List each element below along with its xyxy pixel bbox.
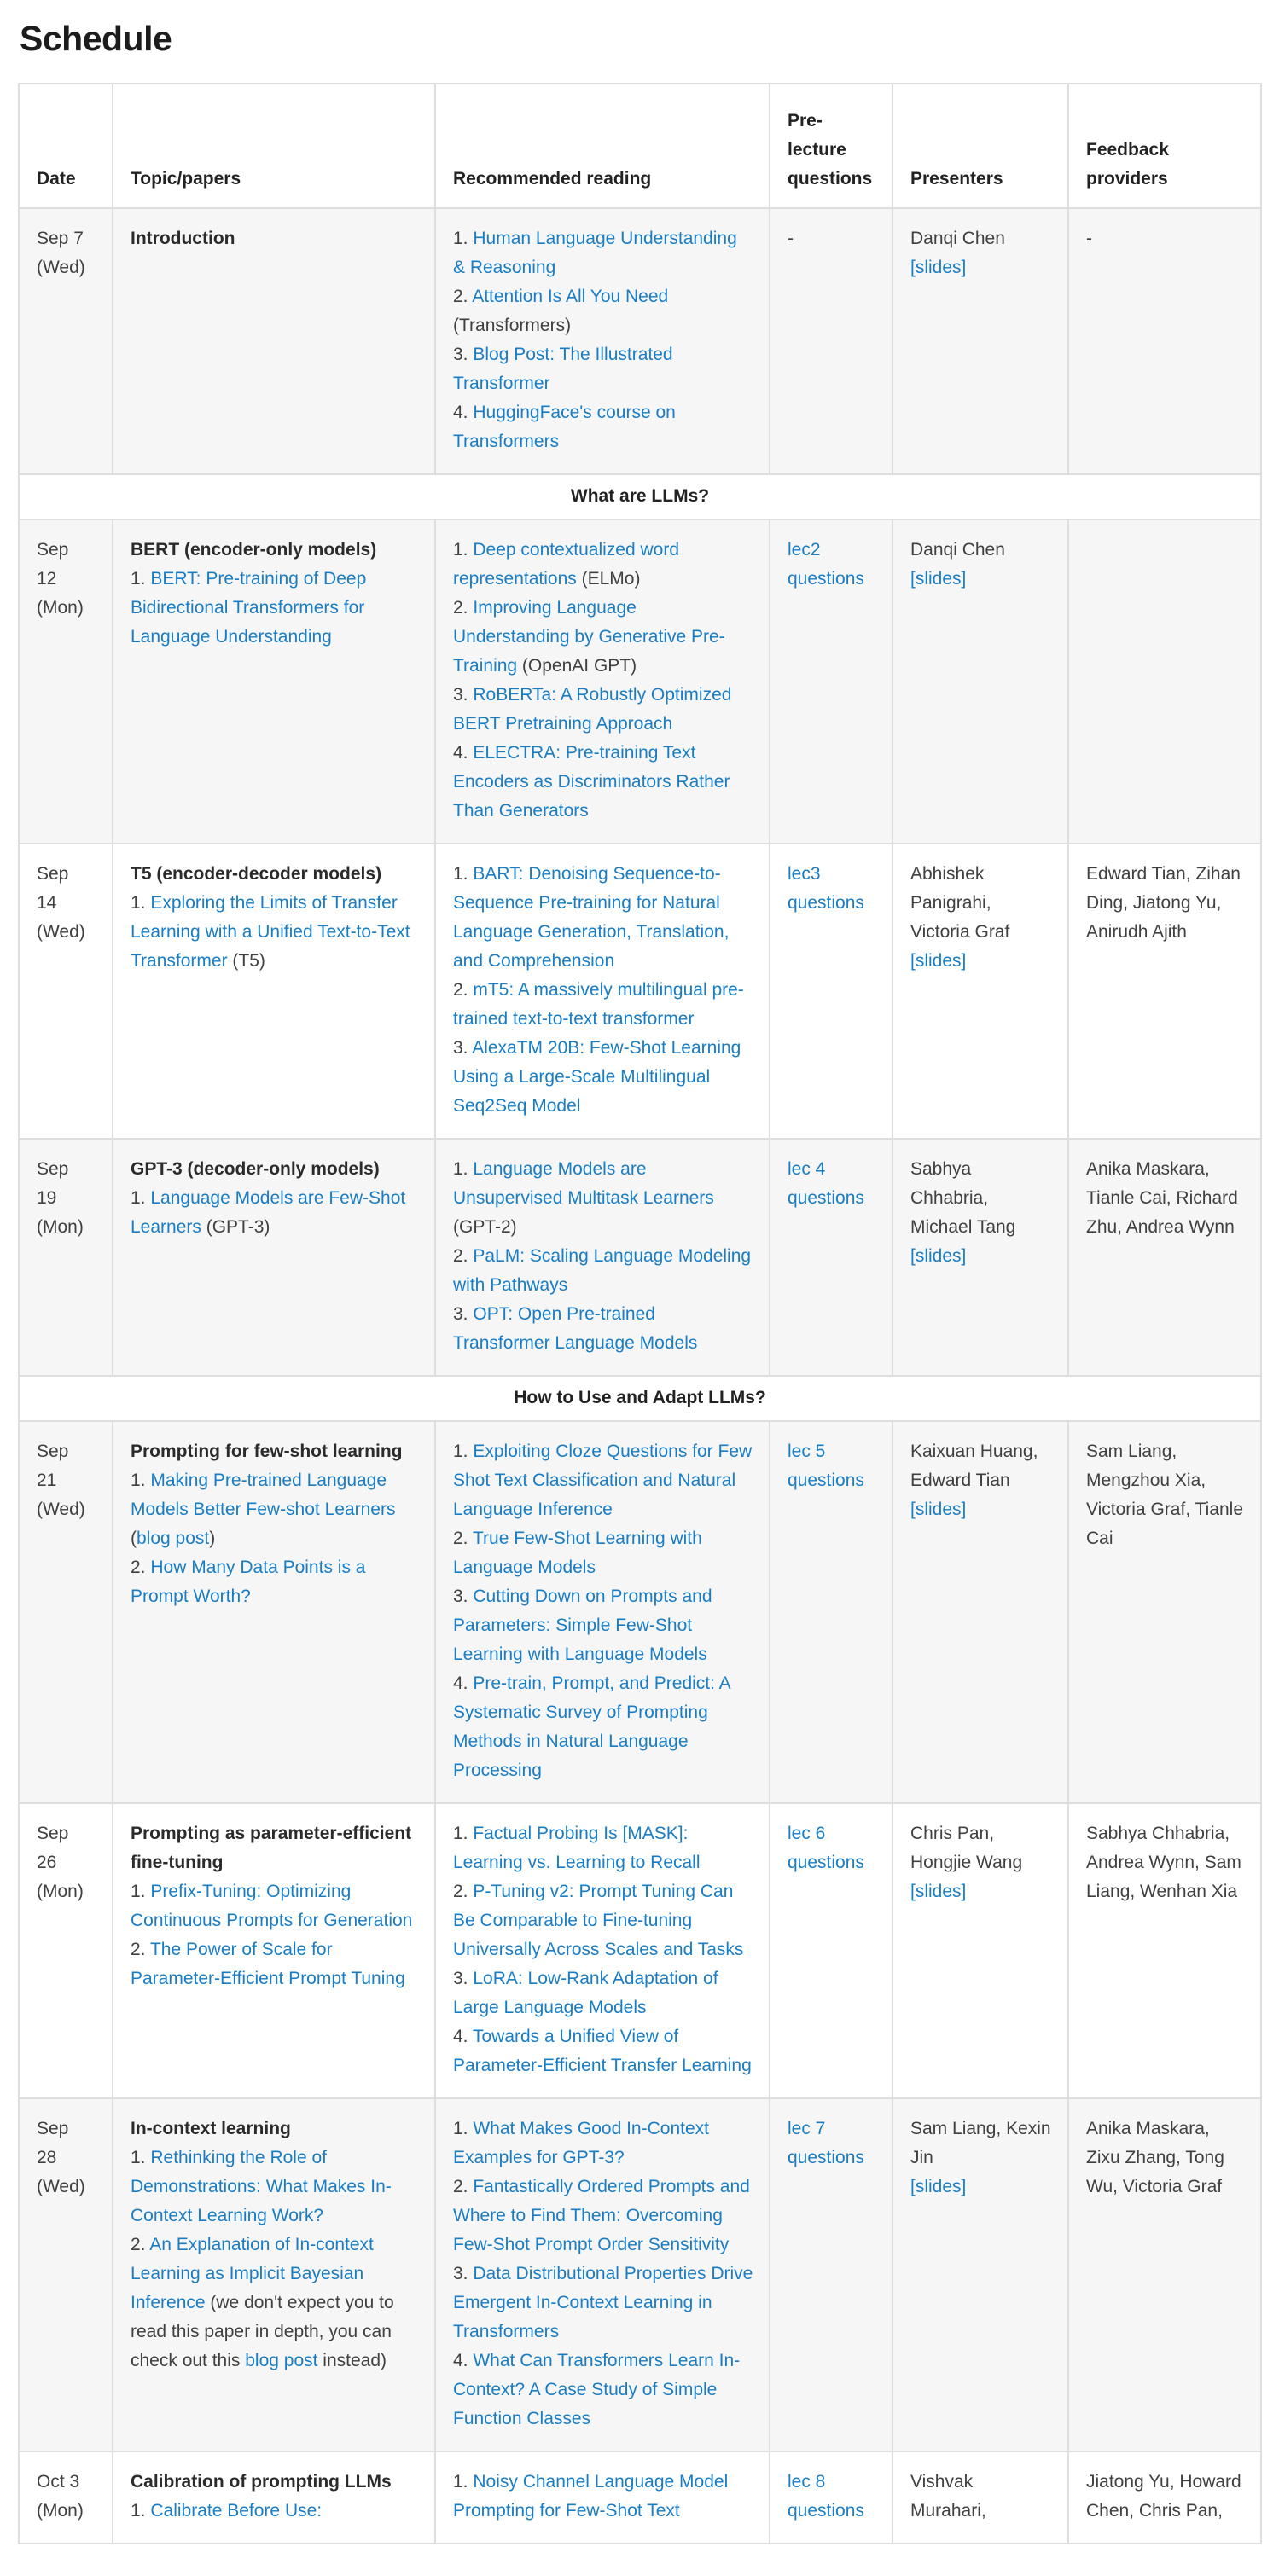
paper-link[interactable]: Cutting Down on Prompts and Parameters: Simple Few-Shot Learning with Language Models xyxy=(453,1587,712,1664)
text-run: instead) xyxy=(317,2351,387,2370)
topic-paragraph xyxy=(131,565,419,652)
presenters-cell xyxy=(892,844,1068,1139)
questions-link[interactable]: lec 4 questions xyxy=(788,1159,864,1208)
paper-link[interactable]: ELECTRA: Pre-training Text Encoders as Discriminators Rather Than Generators xyxy=(453,743,730,821)
text-run: 3. xyxy=(453,685,474,705)
prelecture-cell xyxy=(770,519,892,844)
topic-paragraph xyxy=(131,1155,419,1184)
feedback-cell xyxy=(1068,519,1261,844)
text-run: ) xyxy=(209,1529,216,1548)
paper-link[interactable]: True Few-Shot Learning with Language Models xyxy=(453,1529,702,1577)
date-cell xyxy=(19,844,113,1139)
presenters-paragraph xyxy=(910,253,1052,282)
presenters-paragraph xyxy=(910,1877,1052,1906)
paper-link[interactable]: Prefix-Tuning: Optimizing Continuous Prompts for Generation xyxy=(131,1882,413,1930)
text-run: 2. xyxy=(453,287,473,306)
paper-link[interactable]: BART: Denoising Sequence-to-Sequence Pre-training for Natural Language Generation, Translation, and Comprehension xyxy=(453,864,730,971)
date-line: 21 xyxy=(37,1471,57,1490)
date-line: Oct 3 xyxy=(37,2472,80,2492)
presenters-cell xyxy=(892,519,1068,844)
topic-paragraph xyxy=(131,889,419,976)
topic-paragraph xyxy=(131,2144,419,2231)
date-line: 26 xyxy=(37,1853,57,1872)
reading-paragraph xyxy=(453,282,753,340)
text-run: - xyxy=(788,229,794,248)
feedback-paragraph xyxy=(1086,860,1245,947)
text-run: 2. xyxy=(131,2235,150,2254)
reading-paragraph xyxy=(453,224,753,282)
presenters-cell xyxy=(892,1139,1068,1376)
table-row xyxy=(19,519,1261,844)
reading-paragraph xyxy=(453,398,753,456)
table-row xyxy=(19,2098,1261,2451)
reading-paragraph xyxy=(453,2173,753,2260)
slides-link[interactable]: [slides] xyxy=(910,1882,967,1901)
text-run: (T5) xyxy=(227,951,265,971)
slides-link[interactable]: [slides] xyxy=(910,951,967,971)
reading-paragraph xyxy=(453,2468,753,2526)
text-run: Calibration of prompting LLMs xyxy=(131,2472,392,2492)
column-header-topic: Topic/papers xyxy=(113,84,435,208)
text-run: GPT-3 (decoder-only models) xyxy=(131,1159,380,1179)
text-run: 1. xyxy=(131,1471,151,1490)
presenters-paragraph xyxy=(910,565,1052,594)
text-run: 1. xyxy=(131,569,151,589)
topic-cell xyxy=(113,844,435,1139)
text-run: Vishvak Murahari, xyxy=(910,2472,986,2521)
table-row xyxy=(19,1139,1261,1376)
paper-link[interactable]: Making Pre-trained Language Models Better Few-shot Learners xyxy=(131,1471,396,1519)
slides-link[interactable]: [slides] xyxy=(910,1500,967,1519)
prelecture-paragraph xyxy=(788,860,876,918)
text-run: 2. xyxy=(453,1246,474,1266)
paper-link[interactable]: BERT: Pre-training of Deep Bidirectional Transformers for Language Understanding xyxy=(131,569,367,647)
text-run: Chris Pan, Hongjie Wang xyxy=(910,1824,1023,1872)
text-run: 1. xyxy=(131,1188,151,1208)
presenters-paragraph xyxy=(910,1495,1052,1524)
reading-cell xyxy=(435,519,770,844)
text-run: 2. xyxy=(131,1558,151,1577)
feedback-cell xyxy=(1068,208,1261,474)
header-row xyxy=(19,84,1261,208)
date-cell xyxy=(19,2098,113,2451)
date-cell xyxy=(19,2451,113,2544)
paper-link[interactable]: OPT: Open Pre-trained Transformer Language Models xyxy=(453,1304,698,1353)
reading-paragraph xyxy=(453,739,753,826)
text-run: Edward Tian, Zihan Ding, Jiatong Yu, Anirudh Ajith xyxy=(1086,864,1241,942)
topic-cell xyxy=(113,1803,435,2098)
presenters-paragraph xyxy=(910,536,1052,565)
reading-paragraph xyxy=(453,1034,753,1121)
text-run: Prompting as parameter-efficient fine-tuning xyxy=(131,1824,412,1872)
reading-paragraph xyxy=(453,681,753,739)
paper-link[interactable]: Language Models are Unsupervised Multitask Learners xyxy=(453,1159,714,1208)
topic-cell xyxy=(113,2098,435,2451)
date-line: Sep 7 xyxy=(37,229,84,248)
slides-link[interactable]: [slides] xyxy=(910,1246,967,1266)
questions-link[interactable]: lec 6 questions xyxy=(788,1824,864,1872)
topic-cell xyxy=(113,1139,435,1376)
text-run: Prompting for few-shot learning xyxy=(131,1442,403,1461)
reading-paragraph xyxy=(453,1242,753,1300)
text-run: 3. xyxy=(453,1587,474,1606)
date-cell xyxy=(19,1139,113,1376)
text-run: Sam Liang, Mengzhou Xia, Victoria Graf, Tianle Cai xyxy=(1086,1442,1244,1548)
feedback-cell xyxy=(1068,1139,1261,1376)
feedback-paragraph xyxy=(1086,2468,1245,2526)
date-line: (Wed) xyxy=(37,2177,85,2196)
paper-link[interactable]: Blog Post: The Illustrated Transformer xyxy=(453,345,673,393)
date-line: Sep xyxy=(37,864,69,884)
reading-cell xyxy=(435,1139,770,1376)
text-run: 1. xyxy=(131,893,151,913)
presenters-cell xyxy=(892,1421,1068,1803)
presenters-cell xyxy=(892,2098,1068,2451)
topic-cell xyxy=(113,519,435,844)
text-run: 1. xyxy=(131,2148,151,2167)
text-run: Abhishek Panigrahi, Victoria Graf xyxy=(910,864,1010,942)
paper-link[interactable]: blog post xyxy=(245,2351,318,2370)
text-run: 1. xyxy=(453,540,474,560)
paper-link[interactable]: The Power of Scale for Parameter-Efficient Prompt Tuning xyxy=(131,1940,405,1988)
text-run: 1. xyxy=(131,1882,151,1901)
prelecture-cell xyxy=(770,2098,892,2451)
topic-paragraph xyxy=(131,1935,419,1993)
paper-link[interactable]: Exploiting Cloze Questions for Few Shot Text Classification and Natural Language Inference xyxy=(453,1442,753,1519)
text-run: 2. xyxy=(453,1529,473,1548)
paper-link[interactable]: RoBERTa: A Robustly Optimized BERT Pretraining Approach xyxy=(453,685,732,734)
topic-paragraph xyxy=(131,1437,419,1466)
reading-paragraph xyxy=(453,1437,753,1524)
feedback-paragraph xyxy=(1086,1819,1245,1906)
paper-link[interactable]: Factual Probing Is [MASK]: Learning vs. Learning to Recall xyxy=(453,1824,701,1872)
feedback-paragraph xyxy=(1086,2115,1245,2202)
paper-link[interactable]: Rethinking the Role of Demonstrations: What Makes In-Context Learning Work? xyxy=(131,2148,392,2225)
paper-link[interactable]: PaLM: Scaling Language Modeling with Pathways xyxy=(453,1246,752,1295)
text-run: (GPT-3) xyxy=(201,1217,270,1237)
presenters-cell xyxy=(892,2451,1068,2544)
text-run: 3. xyxy=(453,2264,474,2283)
column-header-prelecture: Pre-lecture questions xyxy=(770,84,892,208)
presenters-paragraph xyxy=(910,2115,1052,2173)
date-line: Sep xyxy=(37,1442,69,1461)
feedback-cell xyxy=(1068,844,1261,1139)
paper-link[interactable]: Pre-train, Prompt, and Predict: A Systematic Survey of Prompting Methods in Natural Language Processing xyxy=(453,1674,730,1780)
schedule-table xyxy=(18,83,1262,2544)
date-line: 19 xyxy=(37,1188,57,1208)
reading-paragraph xyxy=(453,2347,753,2434)
reading-paragraph xyxy=(453,1877,753,1964)
text-run: 4. xyxy=(453,403,474,422)
prelecture-paragraph xyxy=(788,1437,876,1495)
date-cell xyxy=(19,519,113,844)
text-run: 1. xyxy=(453,864,474,884)
text-run: 1. xyxy=(453,2472,474,2492)
slides-link[interactable]: [slides] xyxy=(910,2177,967,2196)
paper-link[interactable]: blog post xyxy=(137,1529,210,1548)
presenters-paragraph xyxy=(910,1437,1052,1495)
paper-link[interactable]: mT5: A massively multilingual pre-trained text-to-text transformer xyxy=(453,980,744,1029)
paper-link[interactable]: An Explanation of In-context Learning as Implicit Bayesian Inference xyxy=(131,2235,374,2312)
reading-paragraph xyxy=(453,1669,753,1785)
reading-paragraph xyxy=(453,2022,753,2080)
section-row xyxy=(19,1376,1261,1421)
date-line: Sep xyxy=(37,2119,69,2138)
paper-link[interactable]: Human Language Understanding & Reasoning xyxy=(453,229,737,277)
text-run: Anika Maskara, Zixu Zhang, Tong Wu, Victoria Graf xyxy=(1086,2119,1224,2196)
presenters-paragraph xyxy=(910,1155,1052,1242)
feedback-cell xyxy=(1068,2098,1261,2451)
questions-link[interactable]: lec 8 questions xyxy=(788,2472,864,2521)
feedback-cell xyxy=(1068,2451,1261,2544)
text-run: Sam Liang, Kexin Jin xyxy=(910,2119,1051,2167)
topic-paragraph xyxy=(131,860,419,889)
paper-link[interactable]: Language Models are Few-Shot Learners xyxy=(131,1188,406,1237)
paper-link[interactable]: Noisy Channel Language Model Prompting for Few-Shot Text xyxy=(453,2472,729,2521)
paper-link[interactable]: Calibrate Before Use: xyxy=(150,2501,323,2521)
reading-paragraph xyxy=(453,594,753,681)
text-run: 1. xyxy=(453,1159,474,1179)
text-run: BERT (encoder-only models) xyxy=(131,540,377,560)
prelecture-cell xyxy=(770,1139,892,1376)
presenters-paragraph xyxy=(910,860,1052,947)
text-run: 3. xyxy=(453,345,474,364)
topic-cell xyxy=(113,208,435,474)
topic-paragraph xyxy=(131,1553,419,1611)
prelecture-cell xyxy=(770,844,892,1139)
reading-cell xyxy=(435,208,770,474)
date-line: 28 xyxy=(37,2148,57,2167)
text-run: Introduction xyxy=(131,229,235,248)
text-run: Sabhya Chhabria, Andrea Wynn, Sam Liang, Wenhan Xia xyxy=(1086,1824,1241,1901)
text-run: 1. xyxy=(453,2119,474,2138)
topic-paragraph xyxy=(131,2115,419,2144)
prelecture-cell xyxy=(770,1803,892,2098)
text-run: Danqi Chen xyxy=(910,229,1005,248)
paper-link[interactable]: Towards a Unified View of Parameter-Efficient Transfer Learning xyxy=(453,2027,752,2075)
text-run: (ELMo) xyxy=(576,569,641,589)
presenters-cell xyxy=(892,1803,1068,2098)
date-cell xyxy=(19,1421,113,1803)
text-run: Anika Maskara, Tianle Cai, Richard Zhu, Andrea Wynn xyxy=(1086,1159,1238,1237)
date-line: (Mon) xyxy=(37,1217,84,1237)
presenters-paragraph xyxy=(910,1819,1052,1877)
reading-cell xyxy=(435,1421,770,1803)
presenters-paragraph xyxy=(910,2468,1052,2526)
table-row xyxy=(19,208,1261,474)
date-line: (Mon) xyxy=(37,598,84,618)
reading-cell xyxy=(435,1803,770,2098)
feedback-paragraph xyxy=(1086,224,1245,253)
questions-link[interactable]: lec3 questions xyxy=(788,864,864,913)
date-line: (Wed) xyxy=(37,1500,85,1519)
paper-link[interactable]: P-Tuning v2: Prompt Tuning Can Be Comparable to Fine-tuning Universally Across Scales and Tasks xyxy=(453,1882,744,1959)
prelecture-paragraph xyxy=(788,1819,876,1877)
column-header-presenters: Presenters xyxy=(892,84,1068,208)
text-run: (GPT-2) xyxy=(453,1217,517,1237)
topic-paragraph xyxy=(131,2231,419,2376)
date-line: Sep xyxy=(37,540,69,560)
text-run: 3. xyxy=(453,1038,473,1058)
date-line: (Wed) xyxy=(37,922,85,942)
feedback-paragraph xyxy=(1086,1437,1245,1553)
questions-link[interactable]: lec 7 questions xyxy=(788,2119,864,2167)
reading-cell xyxy=(435,2451,770,2544)
column-header-date: Date xyxy=(19,84,113,208)
prelecture-cell xyxy=(770,208,892,474)
reading-cell xyxy=(435,2098,770,2451)
topic-paragraph xyxy=(131,536,419,565)
text-run: Kaixuan Huang, Edward Tian xyxy=(910,1442,1038,1490)
reading-paragraph xyxy=(453,1300,753,1358)
prelecture-paragraph xyxy=(788,2115,876,2173)
reading-paragraph xyxy=(453,1524,753,1582)
paper-link[interactable]: Fantastically Ordered Prompts and Where to Find Them: Overcoming Few-Shot Prompt Order Sensitivity xyxy=(453,2177,750,2254)
text-run: In-context learning xyxy=(131,2119,291,2138)
prelecture-paragraph xyxy=(788,2468,876,2526)
presenters-paragraph xyxy=(910,1242,1052,1271)
topic-paragraph xyxy=(131,1819,419,1877)
text-run: 2. xyxy=(453,2177,474,2196)
topic-paragraph xyxy=(131,2468,419,2497)
text-run: Jiatong Yu, Howard Chen, Chris Pan, xyxy=(1086,2472,1241,2521)
schedule-table-header xyxy=(19,84,1261,208)
table-row xyxy=(19,1421,1261,1803)
text-run: Danqi Chen xyxy=(910,540,1005,560)
reading-paragraph xyxy=(453,1582,753,1669)
text-run: (Transformers) xyxy=(453,316,572,335)
date-line: Sep xyxy=(37,1824,69,1843)
text-run: ( xyxy=(131,1529,137,1548)
paper-link[interactable]: What Makes Good In-Context Examples for GPT-3? xyxy=(453,2119,709,2167)
schedule-table-body xyxy=(19,208,1261,2544)
reading-paragraph xyxy=(453,2260,753,2347)
date-line: (Wed) xyxy=(37,258,85,277)
reading-paragraph xyxy=(453,1819,753,1877)
slides-link[interactable]: [slides] xyxy=(910,569,967,589)
paper-link[interactable]: Deep contextualized word representations xyxy=(453,540,680,589)
prelecture-cell xyxy=(770,1421,892,1803)
text-run: 1. xyxy=(131,2501,151,2521)
paper-link[interactable]: LoRA: Low-Rank Adaptation of Large Language Models xyxy=(453,1969,718,2017)
text-run: Sabhya Chhabria, Michael Tang xyxy=(910,1159,1016,1237)
reading-paragraph xyxy=(453,340,753,398)
reading-paragraph xyxy=(453,1155,753,1242)
text-run: (we don't expect you to read this paper in depth, you can check out this xyxy=(131,2293,394,2370)
text-run: 3. xyxy=(453,1969,474,1988)
topic-paragraph xyxy=(131,1466,419,1553)
date-cell xyxy=(19,1803,113,2098)
feedback-paragraph xyxy=(1086,1155,1245,1242)
paper-link[interactable]: AlexaTM 20B: Few-Shot Learning Using a Large-Scale Multilingual Seq2Seq Model xyxy=(453,1038,741,1116)
date-cell xyxy=(19,208,113,474)
text-run: (OpenAI GPT) xyxy=(517,656,637,676)
page-title: Schedule xyxy=(20,19,172,58)
prelecture-paragraph xyxy=(788,536,876,594)
date-line: (Mon) xyxy=(37,1882,84,1901)
text-run: 1. xyxy=(453,1442,474,1461)
reading-paragraph xyxy=(453,976,753,1034)
topic-cell xyxy=(113,2451,435,2544)
text-run: 4. xyxy=(453,2351,474,2370)
paper-link[interactable]: HuggingFace's course on Transformers xyxy=(453,403,676,451)
reading-paragraph xyxy=(453,2115,753,2173)
reading-paragraph xyxy=(453,536,753,594)
topic-paragraph xyxy=(131,1877,419,1935)
questions-link[interactable]: lec 5 questions xyxy=(788,1442,864,1490)
column-header-reading: Recommended reading xyxy=(435,84,770,208)
date-line: (Mon) xyxy=(37,2501,84,2521)
text-run: 2. xyxy=(453,980,474,1000)
table-row xyxy=(19,844,1261,1139)
text-run: 4. xyxy=(453,743,474,763)
paper-link[interactable]: What Can Transformers Learn In-Context? A Case Study of Simple Function Classes xyxy=(453,2351,741,2428)
slides-link[interactable]: [slides] xyxy=(910,258,967,277)
text-run: T5 (encoder-decoder models) xyxy=(131,864,382,884)
text-run: 1. xyxy=(453,229,474,248)
text-run: 2. xyxy=(453,1882,474,1901)
text-run: 1. xyxy=(453,1824,474,1843)
prelecture-paragraph xyxy=(788,224,876,253)
section-row xyxy=(19,474,1261,519)
table-row xyxy=(19,1803,1261,2098)
date-line: 12 xyxy=(37,569,57,589)
text-run: 4. xyxy=(453,1674,474,1693)
topic-paragraph xyxy=(131,1184,419,1242)
text-run: 3. xyxy=(453,1304,474,1324)
table-row xyxy=(19,2451,1261,2544)
prelecture-paragraph xyxy=(788,1155,876,1213)
reading-paragraph xyxy=(453,1964,753,2022)
reading-cell xyxy=(435,844,770,1139)
presenters-paragraph xyxy=(910,947,1052,976)
paper-link[interactable]: Exploring the Limits of Transfer Learning with a Unified Text-to-Text Transformer xyxy=(131,893,410,971)
date-line: 14 xyxy=(37,893,57,913)
section-label: What are LLMs? xyxy=(19,474,1261,519)
column-header-feedback: Feedback providers xyxy=(1068,84,1261,208)
topic-paragraph xyxy=(131,224,419,253)
prelecture-cell xyxy=(770,2451,892,2544)
presenters-paragraph xyxy=(910,2173,1052,2202)
presenters-cell xyxy=(892,208,1068,474)
date-line: Sep xyxy=(37,1159,69,1179)
topic-cell xyxy=(113,1421,435,1803)
questions-link[interactable]: lec2 questions xyxy=(788,540,864,589)
text-run: - xyxy=(1086,229,1092,248)
presenters-paragraph xyxy=(910,224,1052,253)
feedback-cell xyxy=(1068,1421,1261,1803)
paper-link[interactable]: Attention Is All You Need xyxy=(472,287,669,306)
text-run: 4. xyxy=(453,2027,473,2046)
feedback-cell xyxy=(1068,1803,1261,2098)
reading-paragraph xyxy=(453,860,753,976)
text-run: 2. xyxy=(453,598,474,618)
paper-link[interactable]: Data Distributional Properties Drive Emergent In-Context Learning in Transformers xyxy=(453,2264,753,2341)
paper-link[interactable]: Improving Language Understanding by Generative Pre-Training xyxy=(453,598,725,676)
paper-link[interactable]: How Many Data Points is a Prompt Worth? xyxy=(131,1558,366,1606)
section-label: How to Use and Adapt LLMs? xyxy=(19,1376,1261,1421)
topic-paragraph xyxy=(131,2497,419,2526)
text-run: 2. xyxy=(131,1940,150,1959)
